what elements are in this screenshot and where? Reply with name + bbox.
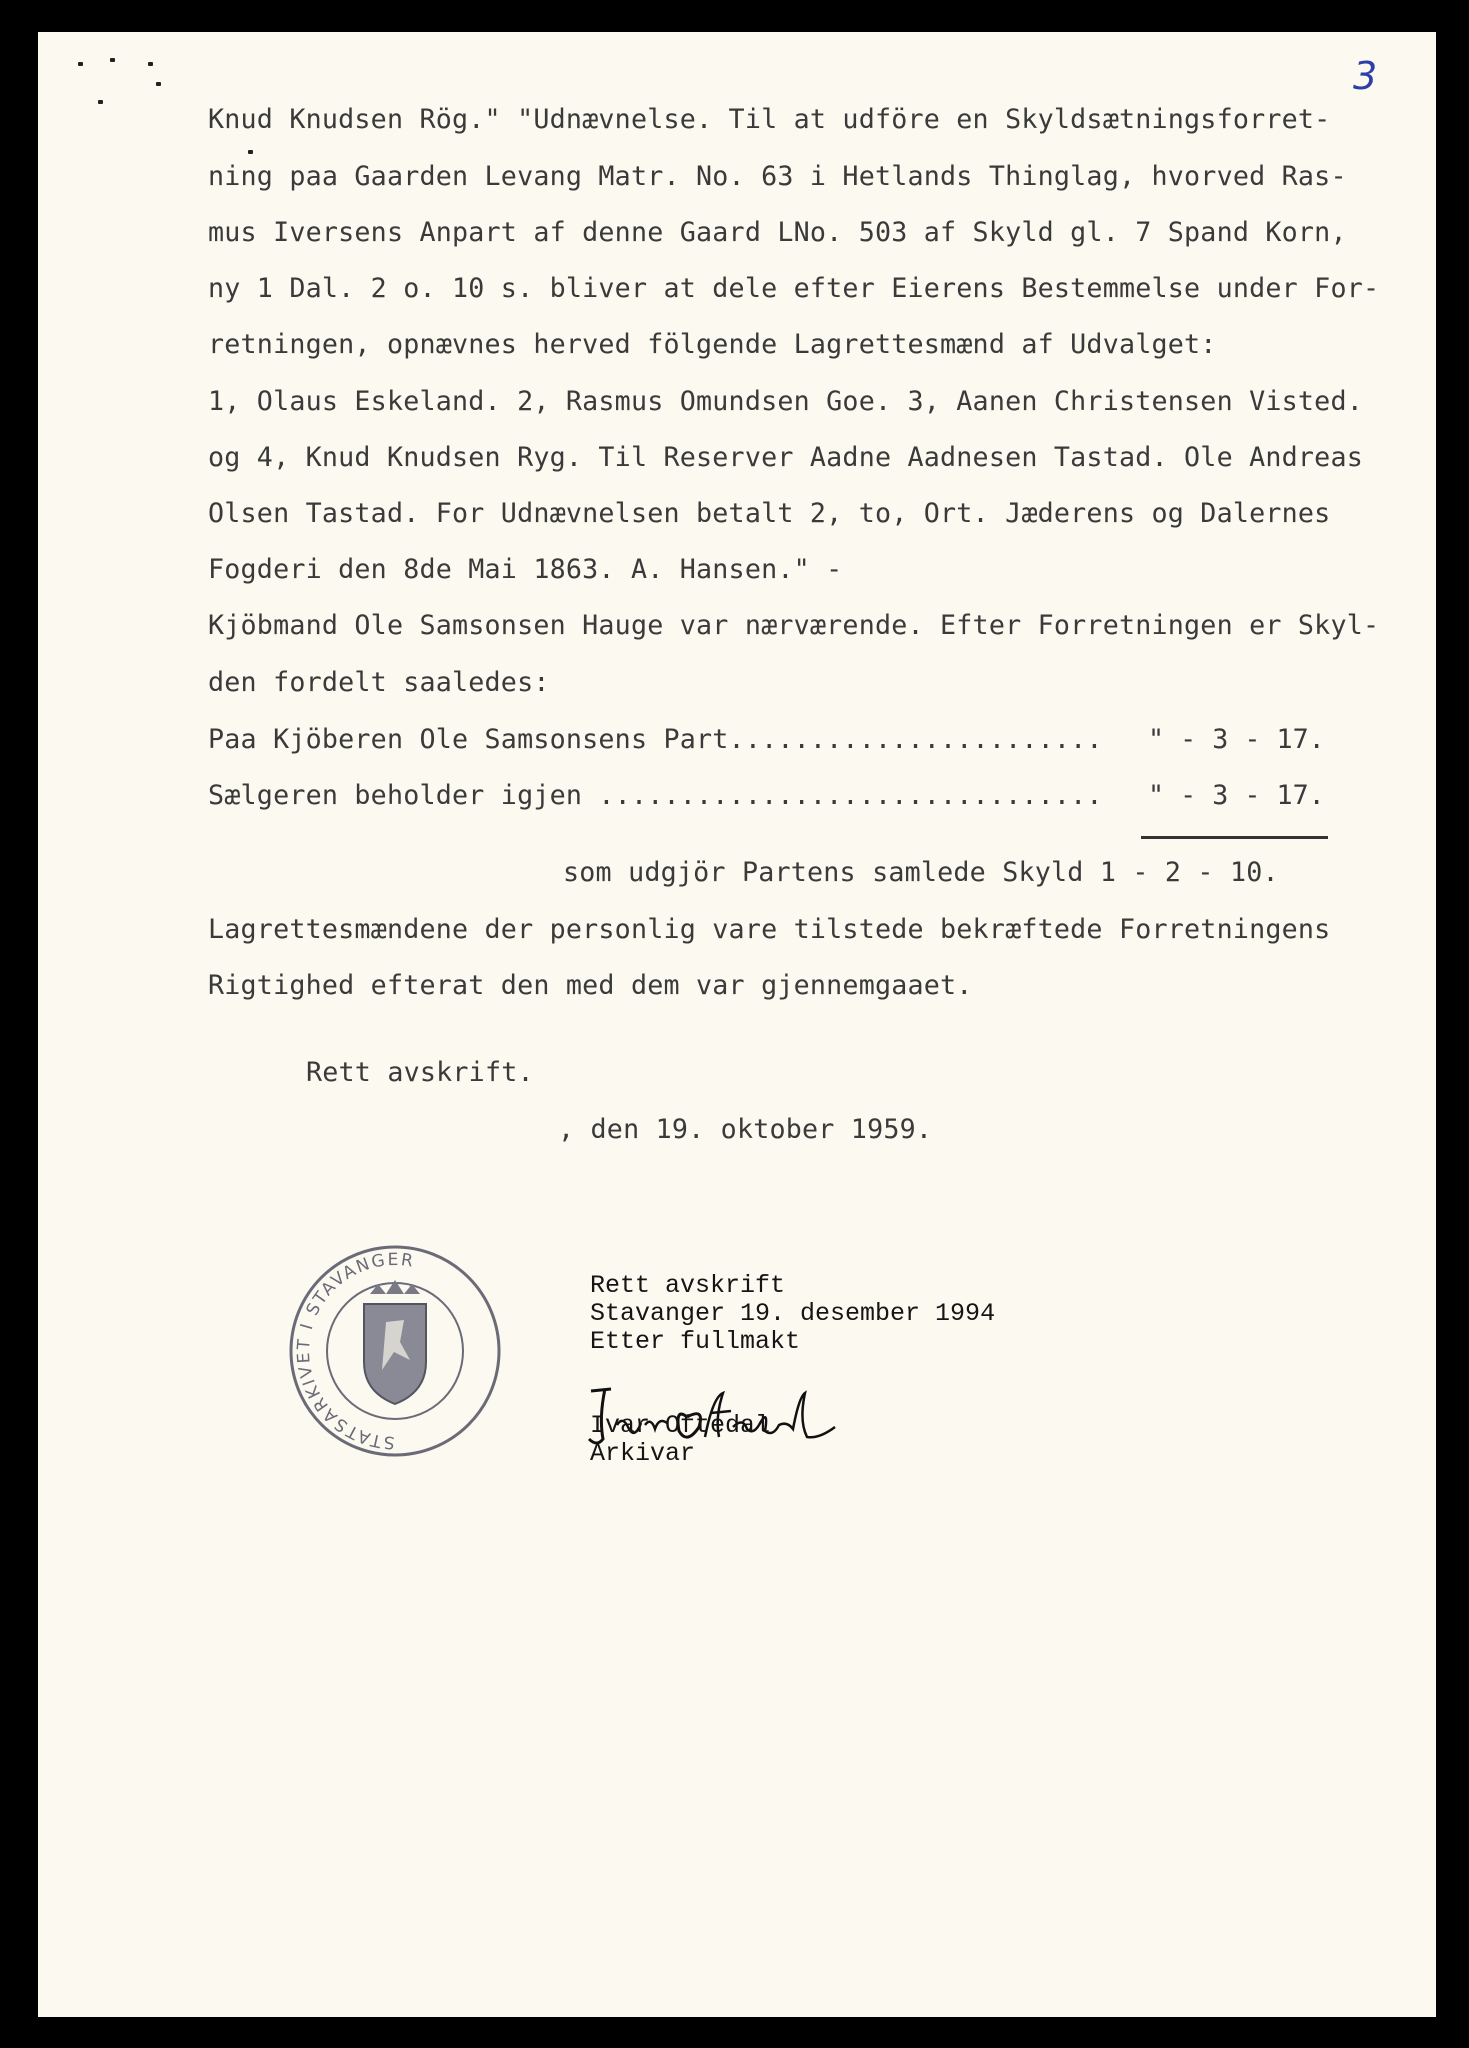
body-line: og 4, Knud Knudsen Ryg. Til Reserver Aadne Aadnesen Tastad. Ole Andreas — [208, 442, 1363, 473]
body-line: ny 1 Dal. 2 o. 10 s. bliver at dele efter Eierens Bestemmelse under For- — [208, 273, 1380, 304]
total-line: som udgjör Partens samlede Skyld 1 - 2 - 10. — [563, 857, 1279, 888]
archive-line: Etter fullmakt — [590, 1327, 801, 1356]
archive-line: Stavanger 19. desember 1994 — [590, 1299, 996, 1328]
archive-line: Rett avskrift — [590, 1271, 786, 1300]
certification-text: Rett avskrift. — [306, 1057, 534, 1088]
ledger-row-amount: " - 3 - 17. — [1148, 724, 1325, 755]
archivist-name: Ivar Oftedal — [590, 1411, 771, 1440]
date-line: , den 19. oktober 1959. — [558, 1114, 933, 1145]
ledger-row-label: Paa Kjöberen Ole Samsonsens Part....................... — [208, 724, 1103, 755]
ledger-row-amount: " - 3 - 17. — [1148, 780, 1325, 811]
body-line: Kjöbmand Ole Samsonsen Hauge var nærværende. Efter Forretningen er Skyl- — [208, 610, 1380, 641]
sum-underline — [1141, 836, 1328, 839]
body-line: den fordelt saaledes: — [208, 667, 550, 698]
body-line: mus Iversens Anpart af denne Gaard LNo. 503 af Skyld gl. 7 Spand Korn, — [208, 217, 1347, 248]
body-line: Olsen Tastad. For Udnævnelsen betalt 2, to, Ort. Jæderens og Dalernes — [208, 498, 1331, 529]
document-page — [38, 32, 1436, 2017]
closing-line: Rigtighed efterat den med dem var gjennemgaaet. — [208, 970, 973, 1001]
closing-line: Lagrettesmændene der personlig vare tilstede bekræftede Forretningens — [208, 914, 1331, 945]
page-number: 3 — [1353, 54, 1378, 98]
archivist-title: Arkivar — [590, 1439, 696, 1468]
body-line: Knud Knudsen Rög." "Udnævnelse. Til at udföre en Skyldsætningsforret- — [208, 104, 1331, 135]
archive-seal-stamp — [286, 1242, 504, 1460]
ledger-row-label: Sælgeren beholder igjen ............................... — [208, 780, 1103, 811]
body-line: retningen, opnævnes herved fölgende Lagrettesmænd af Udvalget: — [208, 329, 1217, 360]
body-line: 1, Olaus Eskeland. 2, Rasmus Omundsen Goe. 3, Aanen Christensen Visted. — [208, 386, 1363, 417]
body-line: Fogderi den 8de Mai 1863. A. Hansen." - — [208, 554, 843, 585]
body-line: ning paa Gaarden Levang Matr. No. 63 i Hetlands Thinglag, hvorved Ras- — [208, 161, 1347, 192]
seal-text: STATSARKIVET I STAVANGER — [293, 1249, 417, 1453]
